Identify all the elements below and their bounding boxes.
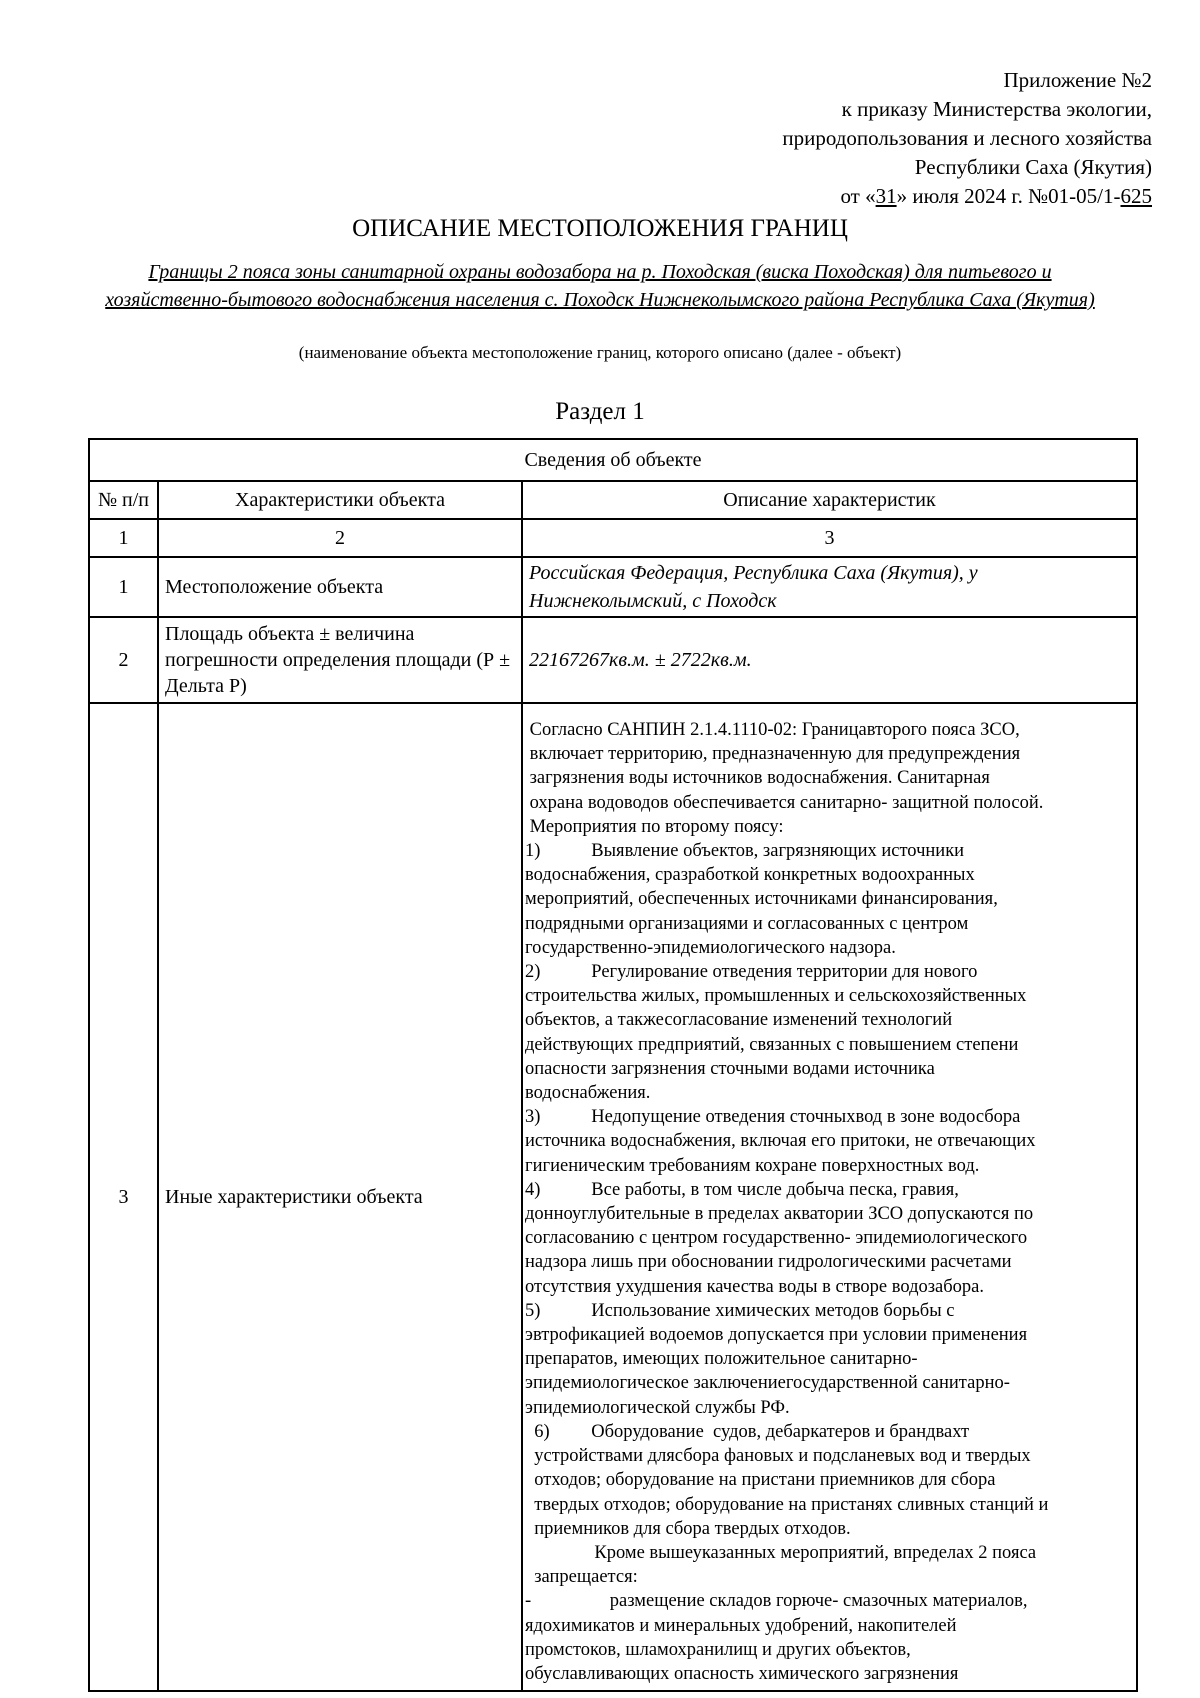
- row-description: Российская Федерация, Республика Саха (Якутия), у Нижнеколымский, с Походск: [522, 557, 1137, 617]
- row-description: 22167267кв.м. ± 2722кв.м.: [522, 617, 1137, 703]
- row-characteristic: Иные характеристики объекта: [158, 703, 522, 1691]
- order-number: 625: [1120, 184, 1152, 208]
- document-title: ОПИСАНИЕ МЕСТОПОЛОЖЕНИЯ ГРАНИЦ: [352, 215, 848, 242]
- order-reference: к приказу Министерства экологии,: [841, 97, 1152, 121]
- order-day: 31: [875, 184, 897, 208]
- order-date-line: от «31» июля 2024 г. №01-05/1-625: [840, 184, 1152, 208]
- header-num: № п/п: [89, 481, 158, 519]
- header-description: Описание характеристик: [522, 481, 1137, 519]
- section-title: Раздел 1: [555, 398, 645, 425]
- column-number: 2: [158, 519, 522, 557]
- object-info-table: [88, 438, 1138, 1692]
- republic-name: Республики Саха (Якутия): [914, 155, 1152, 179]
- row-number: 1: [89, 557, 158, 617]
- row-number: 3: [89, 703, 158, 1691]
- object-name: Границы 2 пояса зоны санитарной охраны водозабора на р. Походская (виска Походская) для питьевого и хозяйственно-бытового водоснабжения населения с. Походск Нижнеколымского района Республика Саха (Якутия): [105, 261, 1095, 311]
- table-caption: Сведения об объекте: [89, 439, 1137, 481]
- appendix-number: Приложение №2: [1003, 68, 1152, 92]
- appendix-header: [552, 66, 1152, 211]
- object-caption: (наименование объекта местоположение границ, которого описано (далее - объект): [298, 343, 902, 362]
- table-row: [89, 617, 1137, 703]
- ministry-name: природопользования и лесного хозяйства: [782, 126, 1152, 150]
- row-description: Согласно САНПИН 2.1.4.1110-02: Границавторого пояса ЗСО, включает территорию, предназначенную для предупреждения загрязнения воды источников водоснабжения. Санитарная охрана водоводов обеспечивается санитарно- защитной полосой. Мероприятия по второму поясу: 1) Выявление объектов, загрязняющих источники водоснабжения, сразработкой конкретных водоохранных мероприятий, обеспеченных источниками финансирования, подрядными организациями и согласованных с центром государственно-эпидемиологического надзора. 2) Регулирование отведения территории для нового строительства жилых, промышленных и сельскохозяйственных объектов, а такжесогласование изменений технологий действующих предприятий, связанных с повышением степени опасности загрязнения сточными водами источника водоснабжения. 3) Недопущение отведения сточныхвод в зоне водосбора источника водоснабжения, включая его притоки, не отвечающих гигиеническим требованиям кохране поверхностных вод. 4) Все работы, в том числе добыча песка, гравия, донноуглубительные в пределах акватории ЗСО допускаются по согласованию с центром государственно- эпидемиологического надзора лишь при обосновании гидрологическими расчетами отсутствия ухудшения качества воды в створе водозабора. 5) Использование химических методов борьбы с эвтрофикацией водоемов допускается при условии применения препаратов, имеющих положительное санитарно- эпидемиологическое заключениегосударственной санитарно- эпидемиологической службы РФ. 6) Оборудование судов, дебаркатеров и брандвахт устройствами длясбора фановых и подсланевых вод и твердых отходов; оборудование на пристани приемников для сбора твердых отходов; оборудование на пристанях сливных станций и приемников для сбора твердых отходов. Кроме вышеуказанных мероприятий, впределах 2 пояса запрещается: - размещение складов горюче- смазочных материалов, ядохимикатов и минеральных удобрений, накопителей промстоков, шламохранилищ и других объектов, обуславливающих опасность химического загрязнения: [522, 703, 1137, 1691]
- column-number: 1: [89, 519, 158, 557]
- table-row: [89, 703, 1137, 1691]
- header-characteristic: Характеристики объекта: [158, 481, 522, 519]
- row-characteristic: Местоположение объекта: [158, 557, 522, 617]
- table-row: [89, 557, 1137, 617]
- row-number: 2: [89, 617, 158, 703]
- table-caption-row: [89, 439, 1137, 481]
- table-header-row: [89, 481, 1137, 519]
- row-characteristic: Площадь объекта ± величина погрешности определения площади (Р ± Дельта Р): [158, 617, 522, 703]
- column-numbers-row: [89, 519, 1137, 557]
- column-number: 3: [522, 519, 1137, 557]
